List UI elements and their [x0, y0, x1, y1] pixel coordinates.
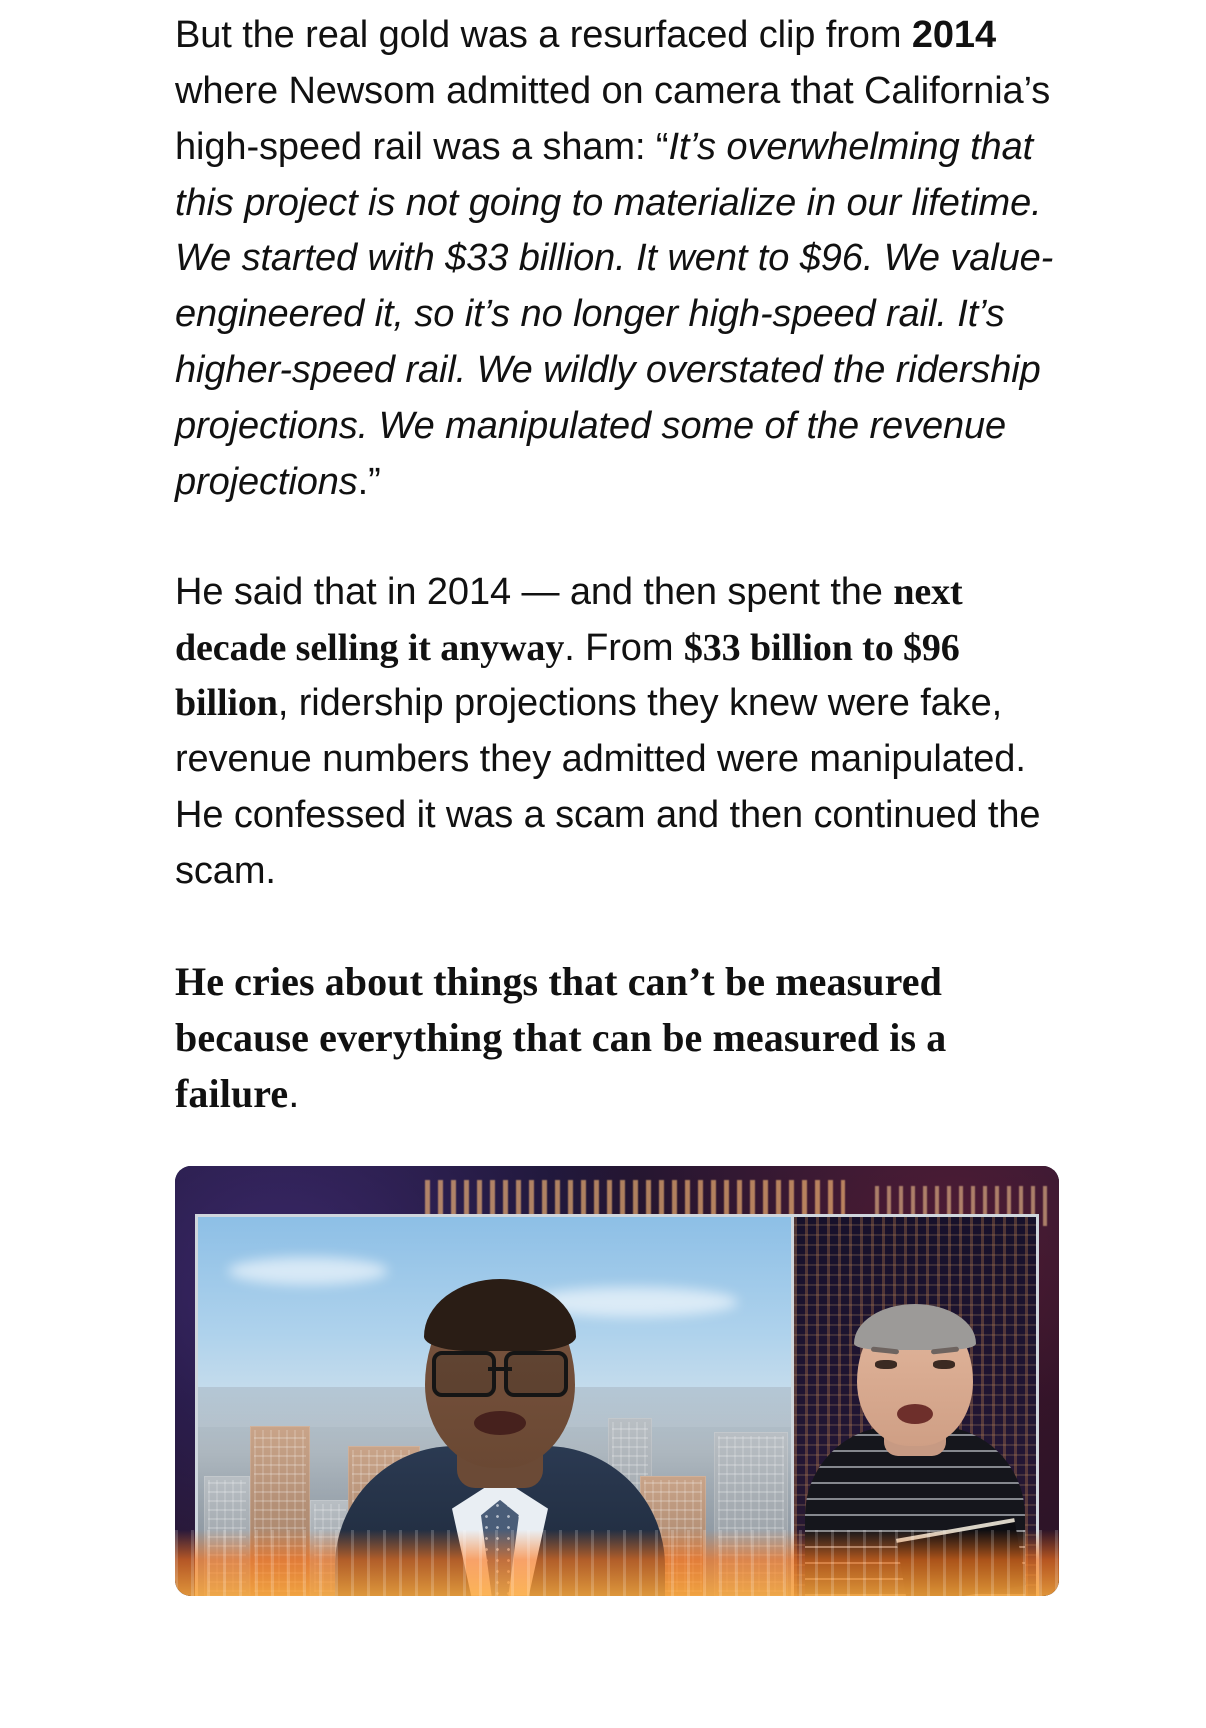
- pull-quote-period: .: [288, 1071, 300, 1116]
- paragraph-quote: [175, 0, 1061, 511]
- paragraph-commentary: [175, 565, 1061, 900]
- text-run-italic: . It went to: [615, 237, 800, 280]
- text-run-bold-phrase-2: $33 billion to $96 billion: [175, 626, 960, 725]
- text-run-italic-amount-2: $96: [799, 237, 863, 280]
- anchor-head: [425, 1283, 575, 1468]
- text-run-italic-amount-1: $33 billion: [445, 237, 616, 280]
- text-run-bold-phrase-1: next decade selling it anyway: [175, 570, 963, 669]
- stage-floor-glow: [175, 1530, 1059, 1596]
- pull-quote-emphasis: He cries about things that can’t be measured because everything that can be measured is a failure: [175, 958, 947, 1116]
- mouth-shape: [474, 1411, 526, 1435]
- text-run: where Newsom admitted on camera that California’s high-speed rail was a sham: “: [175, 69, 1051, 168]
- text-run: . From: [564, 626, 684, 669]
- text-run-italic: It’s overwhelming that this project is not going to materialize in our lifetime. We started with: [175, 125, 1042, 280]
- lens-right: [504, 1351, 568, 1397]
- host-head: [857, 1306, 973, 1446]
- hair-shape: [854, 1304, 976, 1350]
- embedded-video-still[interactable]: [175, 1166, 1059, 1596]
- eye-left: [875, 1360, 897, 1369]
- pull-quote: [175, 954, 1061, 1122]
- text-run: But the real gold was a resurfaced clip from: [175, 14, 912, 56]
- cloud-shape: [228, 1257, 388, 1285]
- lens-left: [432, 1351, 496, 1397]
- text-run: , ridership projections they knew were fake, revenue numbers they admitted were manipulated. He confessed it was a scam and then continued the scam.: [175, 682, 1041, 893]
- text-run: .”: [357, 460, 381, 503]
- mouth-shape: [897, 1404, 933, 1424]
- text-run: He said that in 2014 — and then spent the: [175, 570, 894, 613]
- text-run-italic: . We value-engineered it, so it’s no longer high-speed rail. It’s higher-speed rail. We wildly overstated the ridership projections. We manipulated some of the revenue projections: [175, 237, 1054, 503]
- eye-right: [933, 1360, 955, 1369]
- glasses-icon: [432, 1351, 568, 1391]
- text-run-bold-year: 2014: [911, 14, 996, 56]
